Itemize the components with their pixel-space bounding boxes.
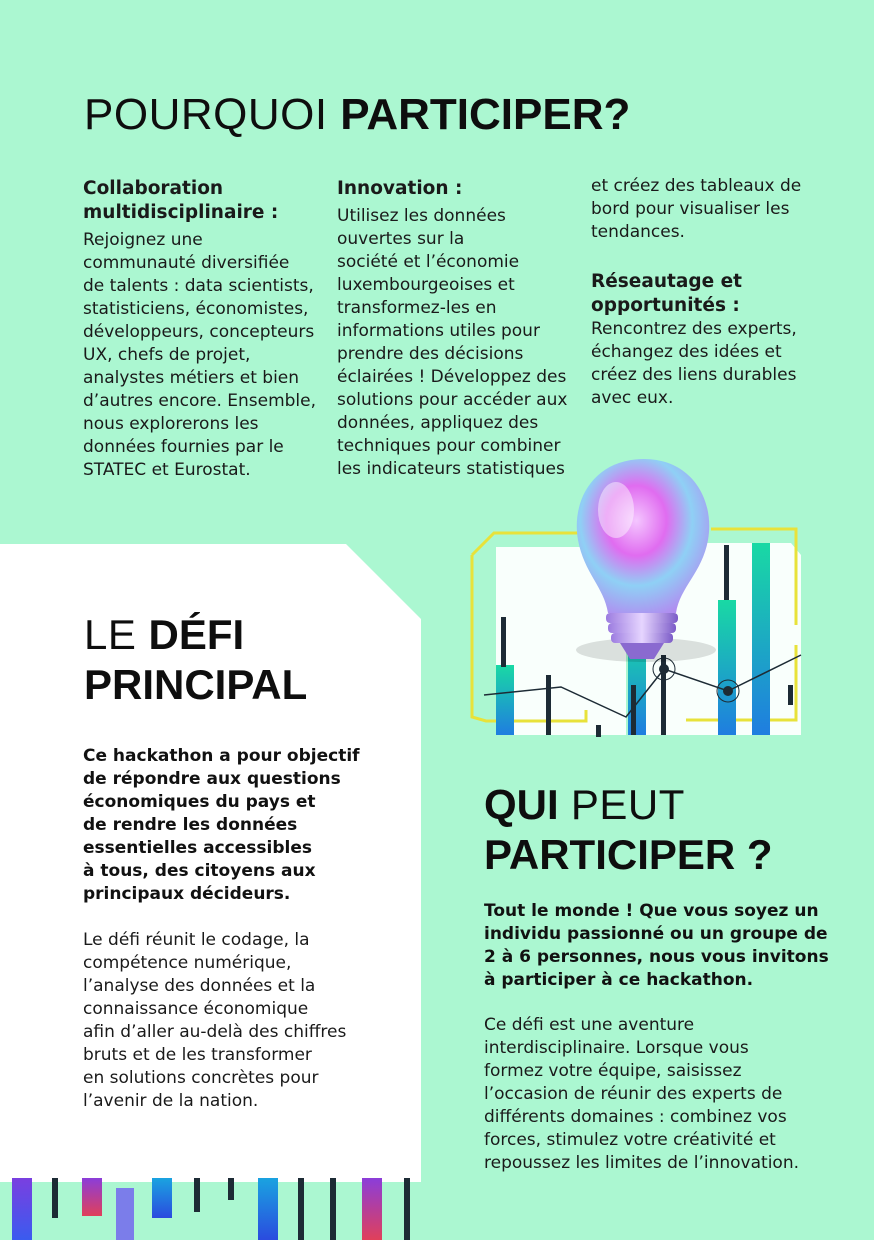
bar — [788, 685, 793, 705]
text-line: forces, stimulez votre créativité et — [484, 1130, 776, 1150]
collaboration-block — [83, 177, 333, 482]
text-line: statisticiens, économistes, — [83, 299, 309, 319]
text-line: économiques du pays et — [83, 792, 316, 812]
bar — [52, 1178, 58, 1218]
title-light-part: PEUT — [558, 781, 685, 828]
title-light-part: POURQUOI — [84, 90, 341, 139]
qui-lead — [484, 900, 844, 992]
bar — [82, 1178, 102, 1216]
bar — [724, 545, 729, 600]
text-line: transformez-les en — [337, 298, 497, 318]
section-title-defi — [84, 610, 307, 710]
text-line: et créez des tableaux de — [591, 176, 802, 196]
innovation-heading: Innovation : — [337, 178, 463, 199]
text-line: formez votre équipe, saisissez — [484, 1061, 742, 1081]
bar — [298, 1178, 304, 1240]
text-line: techniques pour combiner — [337, 436, 561, 456]
text-line: données fournies par le — [83, 437, 284, 457]
text-line: prendre des décisions — [337, 344, 524, 364]
text-line: STATEC et Eurostat. — [83, 460, 251, 480]
bar — [152, 1178, 172, 1218]
text-line: 2 à 6 personnes, nous vous invitons — [484, 947, 829, 967]
bar — [404, 1178, 410, 1240]
text-line: l’occasion de réunir des experts de — [484, 1084, 783, 1104]
text-line: différents domaines : combinez vos — [484, 1107, 787, 1127]
text-line: principaux décideurs. — [83, 884, 291, 904]
text-line: repoussez les limites de l’innovation. — [484, 1153, 799, 1173]
bar — [330, 1178, 336, 1240]
text-line: interdisciplinaire. Lorsque vous — [484, 1038, 749, 1058]
bar — [116, 1188, 134, 1240]
text-line: compétence numérique, — [83, 953, 292, 973]
section-title-pourquoi — [84, 88, 630, 142]
text-line: UX, chefs de projet, — [83, 345, 251, 365]
text-line: l’avenir de la nation. — [83, 1091, 259, 1111]
title-bold-part: QUI — [484, 781, 559, 828]
text-line: bruts et de les transformer — [83, 1045, 312, 1065]
text-line: avec eux. — [591, 388, 674, 408]
text-line: à tous, des citoyens aux — [83, 861, 316, 881]
text-line: de talents : data scientists, — [83, 276, 314, 296]
bar — [258, 1178, 278, 1240]
innovation-text — [337, 205, 587, 481]
bar — [752, 543, 770, 735]
defi-body — [83, 929, 403, 1113]
text-line: afin d’aller au-delà des chiffres — [83, 1022, 347, 1042]
title-light-part: LE — [84, 611, 149, 658]
section-title-qui — [484, 780, 773, 880]
text-line: développeurs, concepteurs — [83, 322, 315, 342]
text-line: échangez des idées et — [591, 342, 782, 362]
heading-line: Réseautage et — [591, 271, 742, 292]
text-line: Ce défi est une aventure — [484, 1015, 695, 1035]
text-line: l’analyse des données et la — [83, 976, 316, 996]
text-line: communauté diversifiée — [83, 253, 290, 273]
text-line: connaissance économique — [83, 999, 309, 1019]
text-line: les indicateurs statistiques — [337, 459, 565, 479]
text-line: données, appliquez des — [337, 413, 539, 433]
illustration-chart-lightbulb — [466, 455, 806, 740]
innovation-continued — [591, 175, 841, 244]
innovation-block — [337, 177, 587, 481]
bar — [496, 665, 514, 735]
text-line: solutions pour accéder aux — [337, 390, 568, 410]
text-line: informations utiles pour — [337, 321, 540, 341]
decorative-bars-bottom — [0, 1178, 421, 1240]
heading-line: opportunités : — [591, 295, 740, 316]
collaboration-text — [83, 229, 333, 482]
title-bold-part: PARTICIPER? — [340, 90, 631, 139]
text-line: de répondre aux questions — [83, 769, 341, 789]
bar — [12, 1178, 32, 1240]
text-line: nous explorerons les — [83, 414, 259, 434]
title-bold-part: PARTICIPER ? — [484, 831, 773, 878]
text-line: créez des liens durables — [591, 365, 797, 385]
text-line: Utilisez les données — [337, 206, 506, 226]
text-line: Ce hackathon a pour objectif — [83, 746, 360, 766]
bar — [718, 600, 736, 735]
bar — [194, 1178, 200, 1212]
text-line: à participer à ce hackathon. — [484, 970, 754, 990]
heading-line: multidisciplinaire : — [83, 202, 279, 223]
bar — [228, 1178, 234, 1200]
text-line: luxembourgeoises et — [337, 275, 515, 295]
defi-lead — [83, 745, 403, 906]
text-line: tendances. — [591, 222, 685, 242]
text-line: ouvertes sur la — [337, 229, 465, 249]
reseautage-heading — [591, 270, 841, 318]
text-line: Rejoignez une — [83, 230, 203, 250]
text-line: de rendre les données — [83, 815, 298, 835]
text-line: Rencontrez des experts, — [591, 319, 797, 339]
data-point — [659, 664, 669, 674]
text-line: essentielles accessibles — [83, 838, 312, 858]
reseautage-text — [591, 318, 841, 410]
text-line: Le défi réunit le codage, la — [83, 930, 310, 950]
text-line: en solutions concrètes pour — [83, 1068, 319, 1088]
data-point — [723, 686, 733, 696]
text-line: individu passionné ou un groupe de — [484, 924, 828, 944]
bar — [546, 675, 551, 735]
bar — [596, 725, 601, 737]
title-bold-part: DÉFI — [148, 611, 245, 658]
title-bold-part: PRINCIPAL — [84, 661, 308, 708]
collaboration-heading — [83, 177, 333, 225]
text-line: Tout le monde ! Que vous soyez un — [484, 901, 819, 921]
text-line: société et l’économie — [337, 252, 520, 272]
bar — [362, 1178, 382, 1240]
text-line: d’autres encore. Ensemble, — [83, 391, 317, 411]
bar — [501, 617, 506, 667]
text-line: bord pour visualiser les — [591, 199, 790, 219]
text-line: analystes métiers et bien — [83, 368, 300, 388]
text-line: éclairées ! Développez des — [337, 367, 567, 387]
heading-line: Collaboration — [83, 178, 224, 199]
reseautage-block — [591, 270, 841, 410]
qui-body — [484, 1014, 844, 1175]
